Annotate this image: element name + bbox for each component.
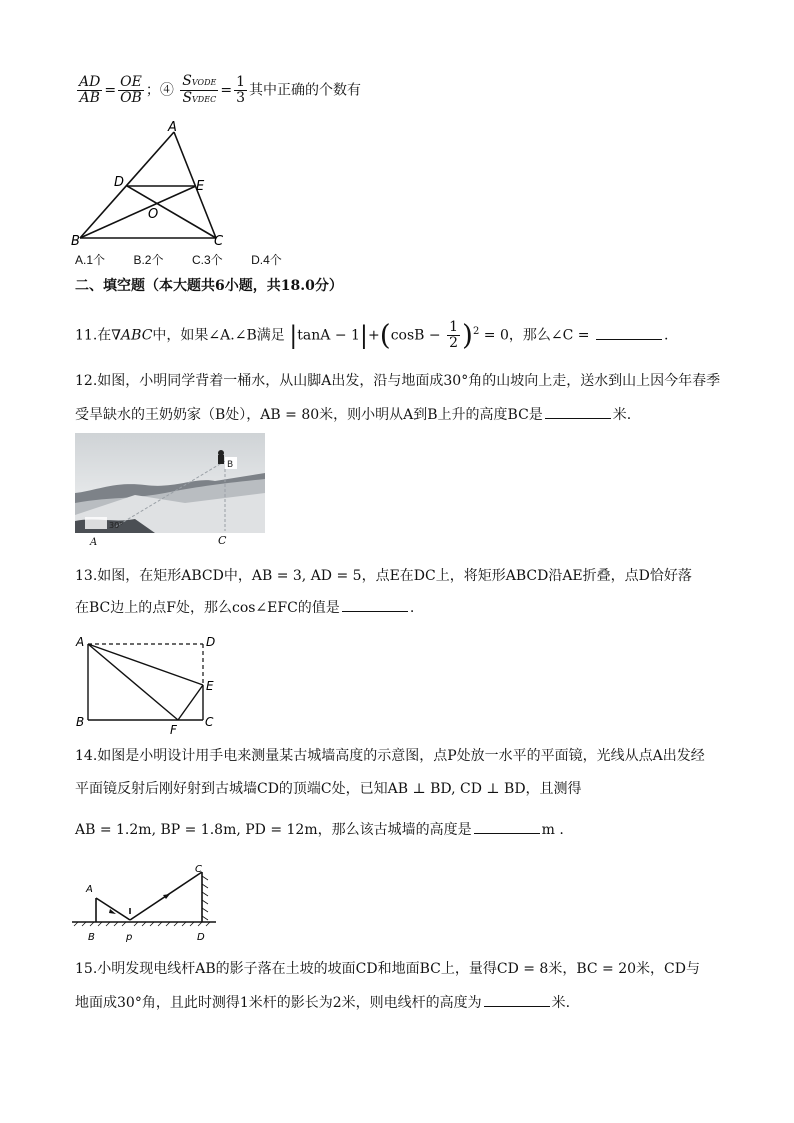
fraction-one-third: $\frac{1}{3}$	[236, 74, 245, 106]
q10-formula-line: $\frac{AD}{AB}$ = $\frac{OE}{OB}$ ；④ $\frac{\text{SVODE}}{\text{SVDEC}}$ = $\frac{1}{3}$ 其中正确的个数有	[79, 73, 361, 106]
choice-c: C.3个	[191, 253, 223, 267]
incident-ray	[96, 898, 130, 920]
segment-be	[80, 186, 196, 238]
q12-mountain-photo	[75, 433, 265, 533]
label-o: O	[148, 207, 159, 222]
choice-b: B.2个	[133, 253, 164, 267]
label-b: B	[71, 234, 80, 246]
question-14-line-3: AB = 1.2m, BP = 1.8m, PD = 12m，那么该古城墙的高度是 m .	[75, 819, 564, 840]
answer-blank-14[interactable]	[474, 819, 540, 834]
fraction-oe-ob: $\frac{OE}{OB}$	[120, 74, 142, 106]
label-a: A	[76, 635, 85, 649]
question-15-line-1: 15.小明发现电线杆AB的影子落在土坡的坡面CD和地面BC上，量得CD = 8米，BC = 20米，CD与	[75, 961, 700, 977]
photo-angle-label: 30°	[109, 521, 124, 530]
label-d: D	[114, 175, 125, 190]
label-c: C	[195, 864, 202, 875]
question-11: 11.在∇ABC中，如果∠A.∠B满足 |tanA − 1|+(cosB − $\frac{1}{2}$ )$^2$ = 0，那么∠C = .	[75, 318, 669, 352]
label-b: B	[76, 715, 85, 729]
label-c: C	[214, 234, 224, 246]
question-14-line-2: 平面镜反射后刚好射到古城墙CD的顶端C处，已知AB ⊥ BD, CD ⊥ BD，且测得	[75, 781, 582, 797]
question-13-line-1: 13.如图，在矩形ABCD中，AB = 3, AD = 5，点E在DC上，将矩形ABCD沿AE折叠，点D恰好落	[75, 568, 692, 584]
choice-a: A.1个	[75, 253, 106, 267]
answer-blank-11[interactable]	[596, 325, 662, 340]
segment-af	[88, 644, 178, 720]
segment-ae	[88, 644, 203, 685]
question-14-line-1: 14.如图是小明设计用手电来测量某古城墙高度的示意图，点P处放一水平的平面镜，光线从点A出发经	[75, 748, 705, 764]
side-ab	[80, 132, 174, 238]
q10-tail: 其中正确的个数有	[249, 82, 361, 99]
choice-d: D.4个	[251, 253, 282, 267]
question-13-line-2: 在BC边上的点F处，那么cos∠EFC的值是 .	[75, 597, 414, 618]
q10-triangle-figure	[70, 118, 230, 246]
answer-blank-15[interactable]	[484, 992, 550, 1007]
label-a: A	[86, 884, 93, 895]
q10-choices	[75, 250, 306, 270]
segment-fe	[178, 685, 203, 720]
mountain-photo-graphic	[75, 433, 265, 533]
label-p: p	[126, 932, 133, 943]
fraction-one-half: $\frac{1}{2}$	[449, 319, 458, 352]
section-heading: 二、填空题（本大题共6小题，共18.0分）	[75, 278, 343, 294]
q12-label-c: C	[218, 534, 227, 547]
label-e: E	[196, 179, 205, 194]
label-a: A	[168, 120, 177, 135]
answer-blank-12[interactable]	[545, 404, 611, 419]
abs-expression: tanA − 1	[297, 327, 360, 344]
question-15-line-2: 地面成30°角，且此时测得1米杆的影长为2米，则电线杆的高度为 米.	[75, 992, 570, 1013]
label-d: D	[197, 932, 205, 943]
label-b: B	[88, 932, 95, 943]
q14-mirror-figure	[70, 862, 220, 944]
label-e: E	[206, 679, 214, 693]
fraction-ad-ab: $\frac{AD}{AB}$	[79, 74, 101, 106]
q12-label-a: A	[90, 537, 98, 548]
question-12-line-2: 受旱缺水的王奶奶家（B处），AB = 80米，则小明从A到B上升的高度BC是 米.	[75, 404, 631, 425]
photo-label-b: B	[227, 460, 234, 470]
q13-rectangle-figure	[70, 630, 230, 740]
label-c: C	[205, 715, 214, 729]
label-d: D	[206, 635, 216, 649]
label-f: F	[170, 723, 177, 737]
question-12-line-1: 12.如图，小明同学背着一桶水，从山脚A出发，沿与地面成30°角的山坡向上走，送水到山上因今年春季	[75, 373, 721, 389]
answer-blank-13[interactable]	[342, 597, 408, 612]
q10-separator: ；④	[145, 82, 174, 99]
fraction-area-ratio: $\frac{\text{SVODE}}{\text{SVDEC}}$	[182, 73, 217, 106]
side-ac	[174, 132, 216, 238]
